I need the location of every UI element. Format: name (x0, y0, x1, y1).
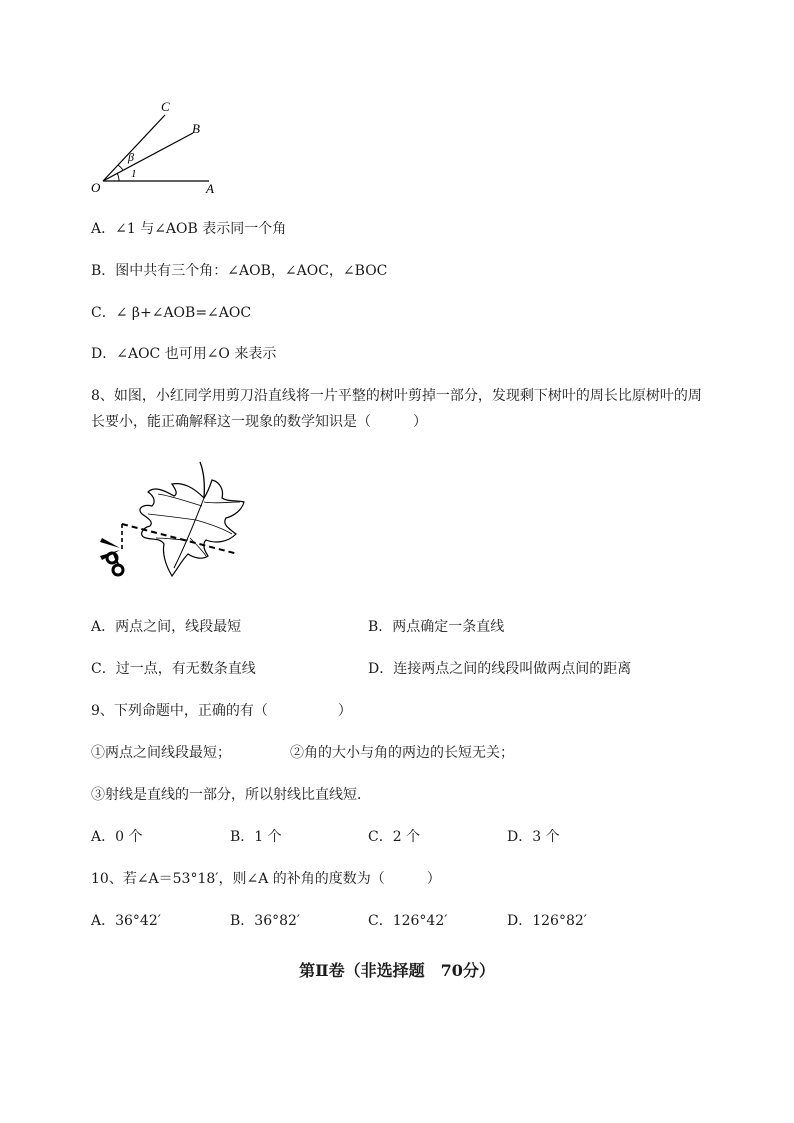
angle-arc-beta (118, 165, 123, 170)
q7-option-a: A．∠1 与∠AOB 表示同一个角 (91, 221, 287, 237)
label-b: B (192, 121, 200, 136)
q8-option-d: D．连接两点之间的线段叫做两点间的距离 (368, 661, 632, 677)
q7-option-d: D．∠AOC 也可用∠O 来表示 (91, 346, 277, 362)
label-a: A (206, 181, 214, 196)
q7-option-c: C．∠ β+∠AOB=∠AOC (91, 305, 252, 321)
q9-option-a: A．0 个 (91, 829, 143, 845)
q9-option-b: B．1 个 (230, 829, 282, 845)
q8-option-b: B．两点确定一条直线 (368, 619, 505, 635)
q9-prop-1: ①两点之间线段最短； (91, 745, 231, 761)
q7-option-b: B．图中共有三个角：∠AOB，∠AOC，∠BOC (91, 263, 388, 279)
angle-arc-1 (117, 173, 119, 181)
q9-stem: 9、下列命题中，正确的有（ ） (91, 703, 352, 719)
q9-prop-3: ③射线是直线的一部分，所以射线比直线短． (91, 787, 371, 803)
angle-figure (85, 95, 235, 200)
q10-option-a: A．36°42′ (91, 913, 161, 929)
q10-stem: 10、若∠A＝53°18′，则∠A 的补角的度数为（ ） (91, 871, 441, 887)
label-c: C (161, 99, 170, 114)
label-beta: β (128, 150, 134, 164)
q9-option-d: D．3 个 (507, 829, 560, 845)
q8-stem-line1: 8、如图，小红同学用剪刀沿直线将一片平整的树叶剪掉一部分，发现剩下树叶的周长比原树叶的周 (91, 388, 702, 404)
leaf-vein-2 (204, 502, 240, 503)
scissors-icon (100, 538, 123, 575)
label-o: O (91, 180, 101, 195)
q9-prop-2: ②角的大小与角的两边的长短无关； (290, 745, 514, 761)
q10-option-b: B．36°82′ (230, 913, 301, 929)
leaf-vein-1 (158, 494, 202, 506)
label-one: 1 (131, 168, 137, 180)
q8-option-a: A．两点之间，线段最短 (91, 619, 242, 635)
q10-option-d: D．126°82′ (507, 913, 587, 929)
leaf-scissors-figure (92, 458, 252, 588)
ray-ob (103, 133, 193, 181)
q10-option-c: C．126°42′ (368, 913, 448, 929)
leaf-stem (200, 462, 204, 498)
leaf-vein-3 (148, 514, 196, 520)
q9-option-c: C．2 个 (368, 829, 421, 845)
q8-stem-line2: 长要小，能正确解释这一现象的数学知识是（ ） (91, 414, 427, 430)
section-title: 第Ⅱ卷（非选择题 70分） (299, 961, 495, 980)
leaf-vein-main (174, 498, 204, 568)
q8-option-c: C．过一点，有无数条直线 (91, 661, 256, 677)
